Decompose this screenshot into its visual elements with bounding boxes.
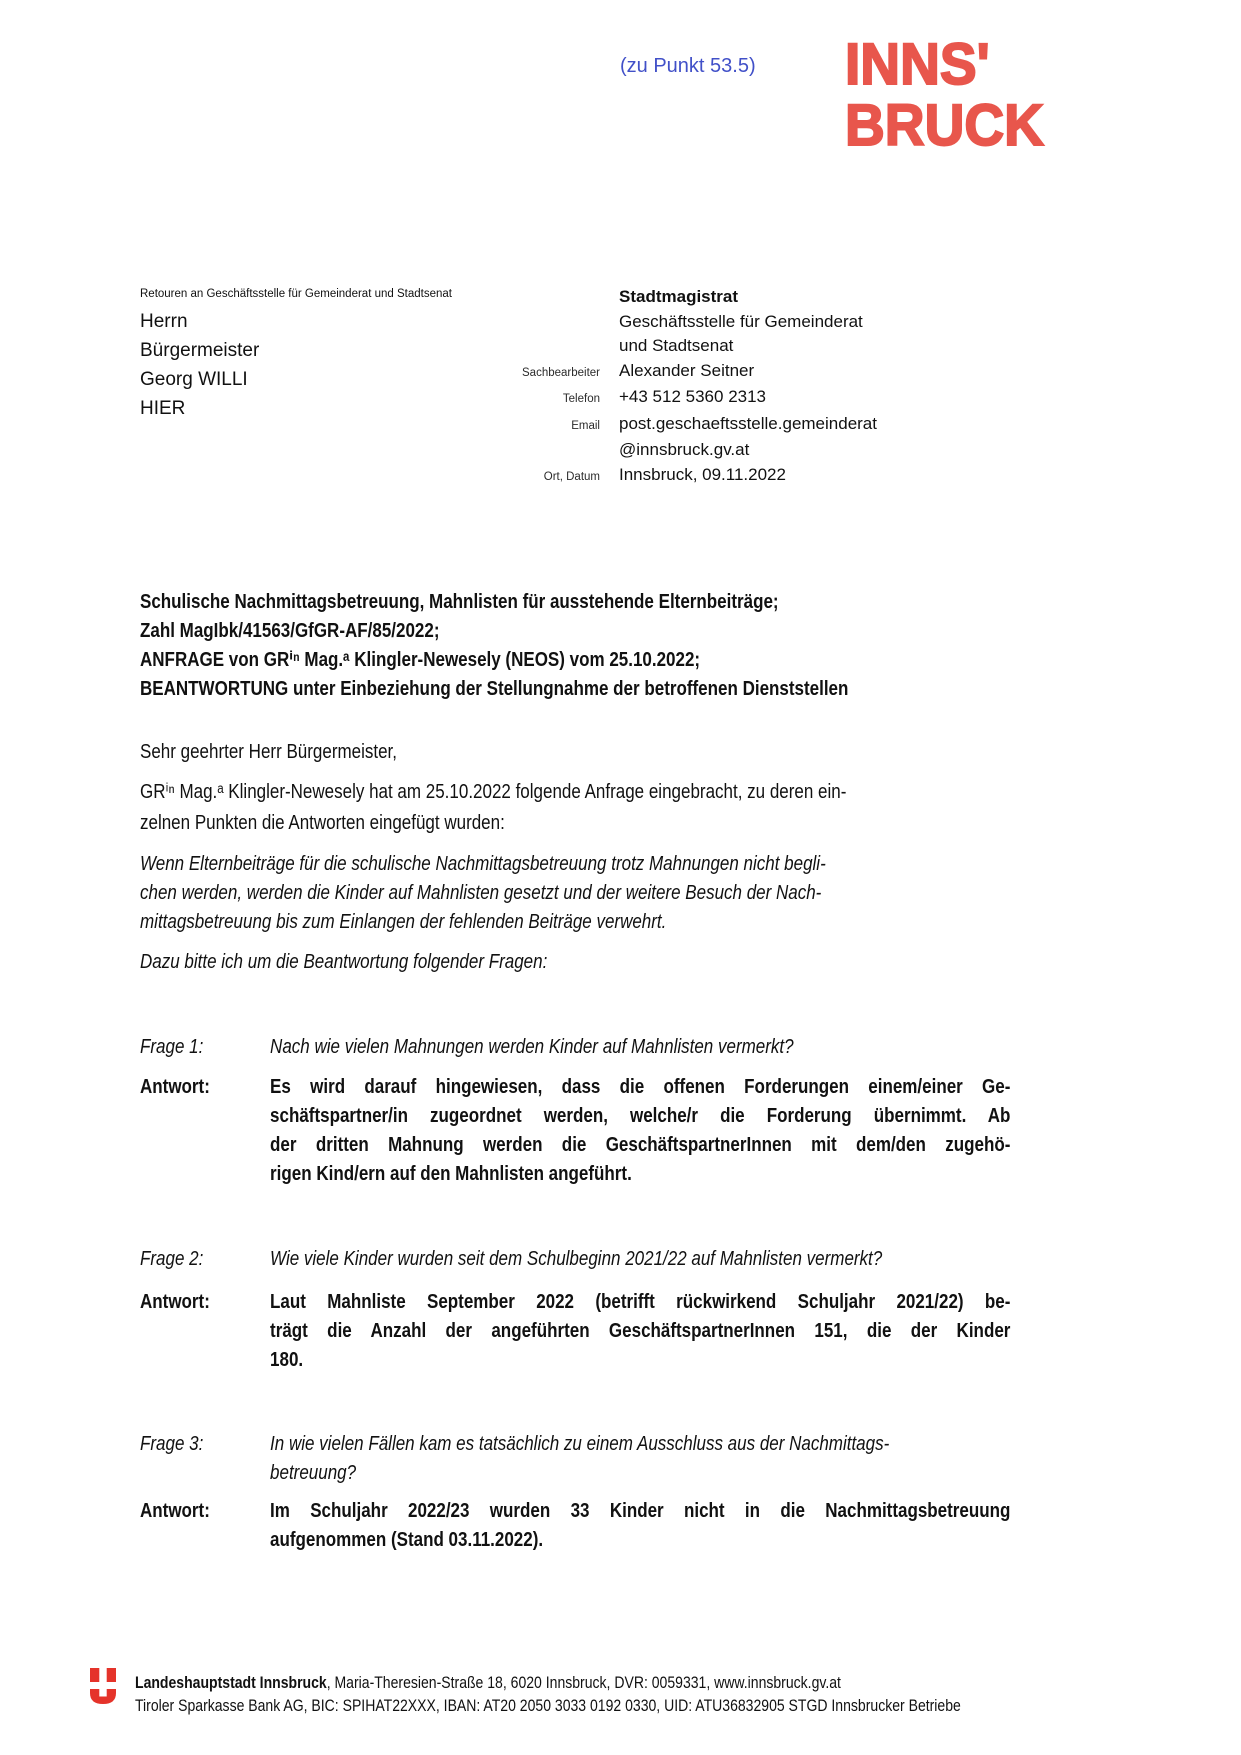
sender-row-label: Sachbearbeiter [522,366,600,379]
innsbruck-logo [845,34,1044,156]
answer-3-text: Im Schuljahr 2022/23 wurden 33 Kinder nicht in die Nachmittagsbetreuung aufgenommen (Stand 03.11.2022). [270,1500,1011,1551]
sender-phone: +43 512 5360 2313 [619,387,767,406]
answer-1-label: Antwort: [140,1076,210,1098]
question-2-label: Frage 2: [140,1248,204,1270]
question-3-label: Frage 3: [140,1433,204,1455]
footer-line-1 [135,1672,1045,1695]
sender-row [440,285,1040,310]
sender-info-block [440,285,1040,489]
sender-row-label: Email [571,419,600,432]
quoted-inquiry-paragraph: Wenn Elternbeiträge für die schulische Nachmittagsbetreuung trotz Mahnungen nicht begli- chen werden, werden die Kinder auf Mahnlisten gesetzt und der weitere Besuch der Nach- mittagsbetreuung bis zum Einlangen der fehlenden Beiträge verwehrt. [140,853,826,933]
sender-row-label: Ort, Datum [543,470,600,483]
footer-org-name: Landeshauptstadt Innsbruck [135,1674,327,1692]
question-1-text: Nach wie vielen Mahnungen werden Kinder auf Mahnlisten vermerkt? [270,1036,794,1058]
question-2-text: Wie viele Kinder wurden seit dem Schulbeginn 2021/22 auf Mahnlisten vermerkt? [270,1248,883,1270]
recipient-address-lines: Herrn Bürgermeister Georg WILLI HIER [140,311,260,419]
logo-line-1: INNS' [845,32,990,97]
recipient-address-block [140,288,452,423]
sender-org-name: Stadtmagistrat [619,287,739,306]
answer-2-text: Laut Mahnliste September 2022 (betrifft rückwirkend Schuljahr 2021/22) be- trägt die Anzahl der angeführten GeschäftspartnerInnen 151, die der Kinder 180. [270,1291,1011,1371]
sender-row [440,438,1040,463]
question-1-label: Frage 1: [140,1036,204,1058]
answer-2-label: Antwort: [140,1291,210,1313]
question-1-row [140,1033,1010,1062]
answer-1-row [140,1073,1010,1189]
answer-3-label: Antwort: [140,1500,210,1522]
logo-line-2: BRUCK [845,93,1044,158]
footer-line-2: Tiroler Sparkasse Bank AG, BIC: SPIHAT22XXX, IBAN: AT20 2050 3033 0192 0330, UID: ATU36832905 STGD Innsbrucker Betriebe [135,1697,961,1715]
answer-1-text: Es wird darauf hingewiesen, dass die offenen Forderungen einem/einer Ge- schäftspartner/in zugeordnet werden, welche/r die Forderung übernimmt. Ab der dritten Mahnung werden die GeschäftspartnerInnen mit dem/den zugehö- rigen Kind/ern auf den Mahnlisten angeführt. [270,1076,1011,1185]
sender-row [440,385,1040,412]
question-3-row [140,1430,1010,1488]
answer-3-row [140,1497,1010,1555]
answer-2-row [140,1288,1010,1375]
letter-body [140,588,1010,1555]
sender-row-label: Telefon [562,393,600,405]
sender-row [440,310,1040,335]
sender-row [440,359,1040,386]
sender-department-cont: und Stadtsenat [619,336,734,355]
footer-block [135,1672,1045,1718]
sender-department: Geschäftsstelle für Gemeinderat [619,311,863,331]
agenda-point-reference: (zu Punkt 53.5) [620,55,756,77]
return-address-note: Retouren an Geschäftsstelle für Gemeinderat und Stadtsenat [140,288,452,300]
sender-row [440,463,1040,490]
sender-clerk-name: Alexander Seitner [619,360,755,380]
question-2-row [140,1245,1010,1274]
salutation: Sehr geehrter Herr Bürgermeister, [140,741,397,763]
subject-block: Schulische Nachmittagsbetreuung, Mahnlisten für ausstehende Elternbeiträge; Zahl MagIbk/41563/GfGR-AF/85/2022; ANFRAGE von GRⁱⁿ Mag.ᵃ Klingler-Newesely (NEOS) vom 25.10.2022; BEANTWORTUNG unter Einbeziehung der Stellungnahme der betroffenen Dienststellen [140,591,849,700]
innsbruck-coat-of-arms-icon [88,1668,118,1710]
sender-place-date: Innsbruck, 09.11.2022 [619,464,786,484]
sender-email-part1: post.geschaeftsstelle.gemeinderat [619,413,877,433]
footer-org-address: , Maria-Theresien-Straße 18, 6020 Innsbruck, DVR: 0059331, www.innsbruck.gv.at [326,1674,841,1692]
intro-paragraph: GRⁱⁿ Mag.ᵃ Klingler-Newesely hat am 25.10.2022 folgende Anfrage eingebracht, zu deren ein- zelnen Punkten die Antworten eingefügt wurden: [140,781,847,834]
sender-row [440,412,1040,439]
question-3-text: In wie vielen Fällen kam es tatsächlich zu einem Ausschluss aus der Nachmittags- betreuung? [270,1433,890,1484]
sender-email-part2: @innsbruck.gv.at [619,440,750,459]
sender-row [440,334,1040,359]
inquiry-outro-line: Dazu bitte ich um die Beantwortung folgender Fragen: [140,951,548,973]
